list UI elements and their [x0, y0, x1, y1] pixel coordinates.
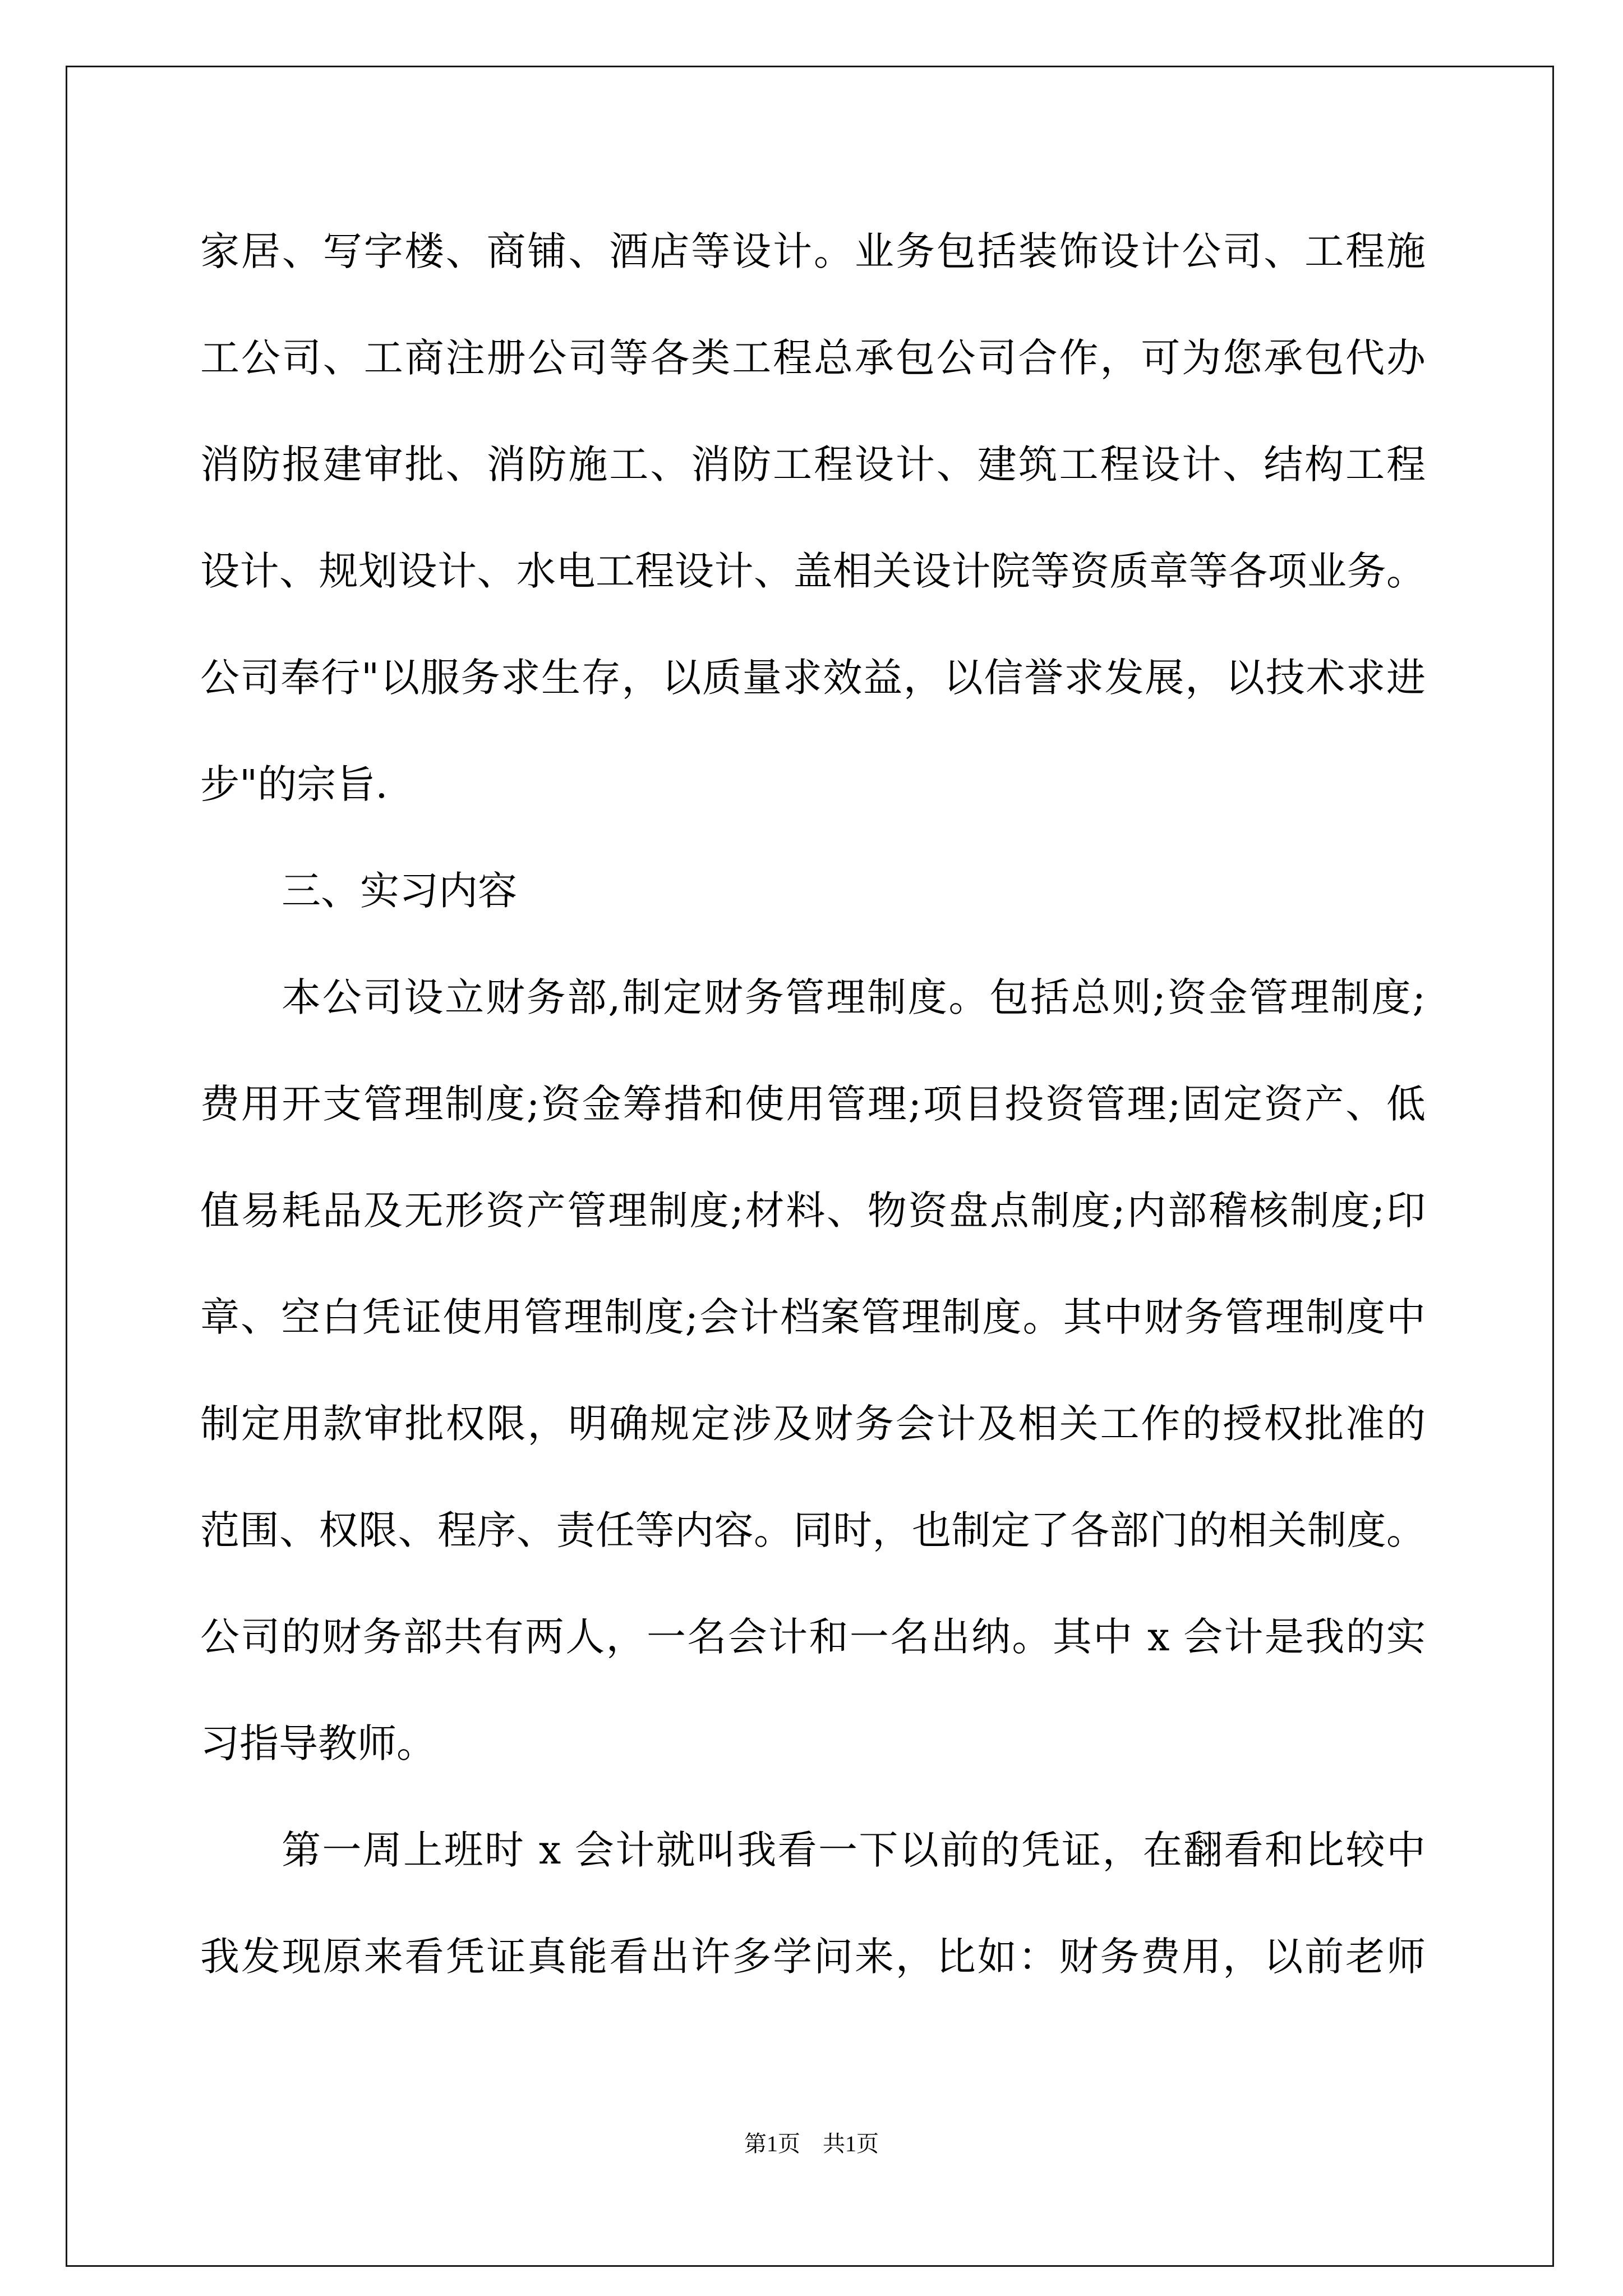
- section-heading: [200, 838, 1426, 944]
- text-line: 消防报建审批、消防施工、消防工程设计、建筑工程设计、结构工程: [200, 441, 1426, 487]
- paragraph: [200, 198, 1426, 838]
- section-heading-text: 三、实习内容: [282, 868, 517, 914]
- page-number-footer: 第1页 共1页: [744, 2131, 879, 2156]
- text-line: 章、空白凭证使用管理制度;会计档案管理制度。其中财务管理制度中: [200, 1294, 1426, 1340]
- text-line: 费用开支管理制度;资金筹措和使用管理;项目投资管理;固定资产、低: [200, 1081, 1426, 1127]
- text-line: 公司的财务部共有两人，一名会计和一名出纳。其中 x 会计是我的实: [200, 1614, 1426, 1660]
- paragraph: [200, 944, 1426, 1797]
- text-line: 工公司、工商注册公司等各类工程总承包公司合作，可为您承包代办: [200, 335, 1426, 381]
- document-body: [200, 198, 1426, 2010]
- text-line: 范围、权限、程序、责任等内容。同时，也制定了各部门的相关制度。: [200, 1507, 1426, 1553]
- text-line: 本公司设立财务部,制定财务管理制度。包括总则;资金管理制度;: [282, 974, 1426, 1020]
- text-line: 制定用款审批权限，明确规定涉及财务会计及相关工作的授权批准的: [200, 1401, 1426, 1447]
- paragraph: [200, 1797, 1426, 2010]
- text-line: 公司奉行"以服务求生存，以质量求效益，以信誉求发展，以技术求进: [200, 655, 1426, 701]
- text-line: 步"的宗旨.: [200, 761, 388, 807]
- text-line: 第一周上班时 x 会计就叫我看一下以前的凭证，在翻看和比较中: [282, 1827, 1426, 1873]
- text-line: 家居、写字楼、商铺、酒店等设计。业务包括装饰设计公司、工程施: [200, 228, 1426, 274]
- text-line: 我发现原来看凭证真能看出许多学问来，比如：财务费用，以前老师: [200, 1934, 1426, 1980]
- text-line: 习指导教师。: [200, 1720, 436, 1766]
- text-line: 设计、规划设计、水电工程设计、盖相关设计院等资质章等各项业务。: [200, 548, 1426, 594]
- text-line: 值易耗品及无形资产管理制度;材料、物资盘点制度;内部稽核制度;印: [200, 1188, 1426, 1234]
